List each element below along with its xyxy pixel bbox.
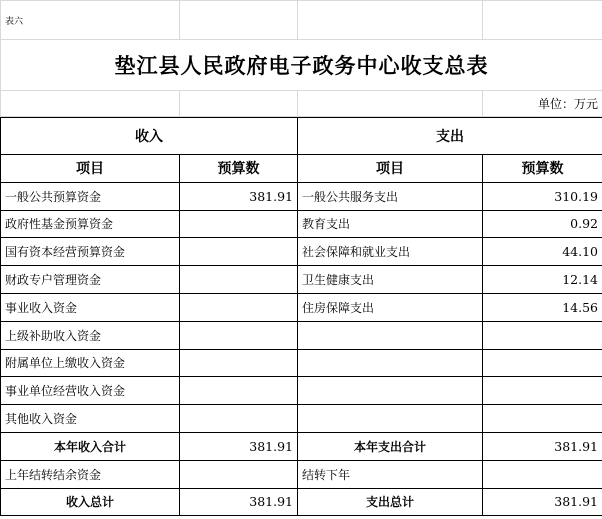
income-item-cell: 上级补助收入资金 [1, 321, 180, 349]
total-expense-label: 支出总计 [298, 488, 483, 516]
income-value-cell [180, 321, 298, 349]
income-item-cell: 事业单位经营收入资金 [1, 377, 180, 405]
expense-item-header: 项目 [298, 155, 483, 183]
income-item-cell: 附属单位上缴收入资金 [1, 349, 180, 377]
expense-value-cell: 12.14 [483, 266, 602, 294]
total-income-label: 收入总计 [1, 488, 180, 516]
income-value-cell [180, 210, 298, 238]
subtotal-income-value: 381.91 [180, 432, 298, 460]
expense-item-cell [298, 321, 483, 349]
income-value-cell [180, 349, 298, 377]
income-item-cell: 财政专户管理资金 [1, 266, 180, 294]
table-row [1, 182, 602, 210]
subtotal-income-label: 本年收入合计 [1, 432, 180, 460]
expense-value-cell [483, 349, 602, 377]
income-value-cell [180, 266, 298, 294]
expense-item-cell [298, 377, 483, 405]
table-body [1, 182, 602, 432]
income-value-cell: 381.91 [180, 182, 298, 210]
expense-item-cell: 住房保障支出 [298, 293, 483, 321]
carry-expense-label: 结转下年 [298, 460, 483, 488]
expense-value-cell: 310.19 [483, 182, 602, 210]
expense-budget-header: 预算数 [483, 155, 602, 183]
expense-value-cell: 0.92 [483, 210, 602, 238]
total-expense-value: 381.91 [483, 488, 602, 516]
table-row [1, 377, 602, 405]
header-grid [0, 0, 602, 117]
unit-label: 单位：万元 [483, 91, 602, 117]
table-row [1, 238, 602, 266]
income-budget-header: 预算数 [180, 155, 298, 183]
table-row [1, 321, 602, 349]
carry-expense-value [483, 460, 602, 488]
table-row [1, 405, 602, 433]
table-row [1, 349, 602, 377]
page-title: 垫江县人民政府电子政务中心收支总表 [1, 40, 602, 91]
income-value-cell [180, 238, 298, 266]
table-row [1, 293, 602, 321]
expense-section-header: 支出 [298, 118, 602, 155]
income-item-cell: 事业收入资金 [1, 293, 180, 321]
expense-item-cell: 社会保障和就业支出 [298, 238, 483, 266]
expense-item-cell: 一般公共服务支出 [298, 182, 483, 210]
income-item-cell: 政府性基金预算资金 [1, 210, 180, 238]
table-row [1, 266, 602, 294]
income-item-cell: 其他收入资金 [1, 405, 180, 433]
expense-value-cell [483, 405, 602, 433]
total-income-value: 381.91 [180, 488, 298, 516]
subtotal-expense-label: 本年支出合计 [298, 432, 483, 460]
income-item-cell: 一般公共预算资金 [1, 182, 180, 210]
carry-income-label: 上年结转结余资金 [1, 460, 180, 488]
carry-income-value [180, 460, 298, 488]
expense-item-cell: 卫生健康支出 [298, 266, 483, 294]
income-item-header: 项目 [1, 155, 180, 183]
income-value-cell [180, 405, 298, 433]
expense-item-cell: 教育支出 [298, 210, 483, 238]
expense-value-cell [483, 321, 602, 349]
sheet-tag: 表六 [1, 1, 180, 40]
income-value-cell [180, 377, 298, 405]
expense-value-cell [483, 377, 602, 405]
income-value-cell [180, 293, 298, 321]
table-row [1, 210, 602, 238]
income-section-header: 收入 [1, 118, 298, 155]
budget-table [0, 117, 602, 516]
expense-item-cell [298, 405, 483, 433]
expense-value-cell: 44.10 [483, 238, 602, 266]
expense-item-cell [298, 349, 483, 377]
subtotal-expense-value: 381.91 [483, 432, 602, 460]
income-item-cell: 国有资本经营预算资金 [1, 238, 180, 266]
expense-value-cell: 14.56 [483, 293, 602, 321]
